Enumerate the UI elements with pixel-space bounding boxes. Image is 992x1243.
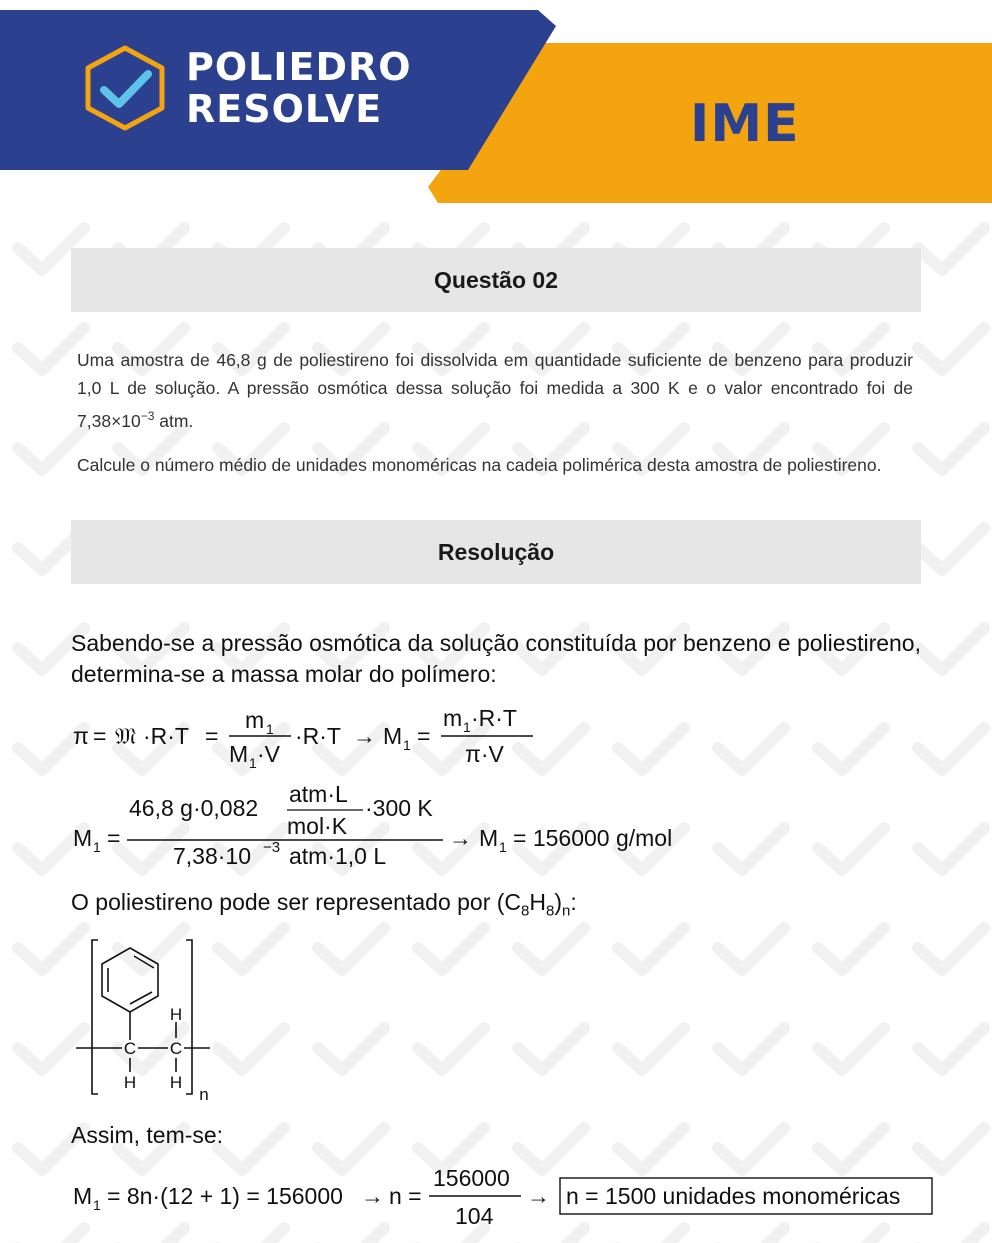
- f3-m1: M: [73, 1183, 93, 1209]
- f1-frac2-num-sub: 1: [463, 719, 471, 735]
- statement-p1-text: Uma amostra de 46,8 g de poliestireno foi dissolvida em quantidade suficiente de benzeno para produzir 1,0 L de solução. A pressão osmótica dessa solução foi medida a 300 K e o valor encontrado foi de 7,38: [77, 350, 913, 431]
- f2-result-m1-sub: 1: [499, 839, 507, 855]
- f2-unit-den: mol·K: [287, 813, 348, 839]
- f1-m1-sub: 1: [403, 737, 411, 753]
- statement-p1-times: ×10: [111, 410, 141, 431]
- atom-c-left: C: [123, 1039, 137, 1058]
- f1-frac1-den-v: ·V: [257, 741, 280, 767]
- f3-frac-den: 104: [455, 1203, 494, 1229]
- resolution-title: Resolução: [437, 538, 555, 565]
- poly-h: H: [529, 889, 546, 915]
- f1-pi: π: [73, 723, 89, 749]
- bracket-left: [92, 940, 98, 1094]
- f1-frac1-den: M: [229, 741, 249, 767]
- f2-num-values: 46,8 g·0,082: [129, 795, 259, 821]
- f1-molarity: 𝔐: [115, 723, 137, 749]
- brand-title: [186, 46, 412, 130]
- f2-result-m1: M: [479, 825, 499, 851]
- formula-monomer-count: [71, 1160, 941, 1234]
- exam-name: IME: [690, 94, 800, 154]
- resolution-title-bar: [71, 520, 921, 584]
- statement-paragraph-2: Calcule o número médio de unidades monoméricas na cadeia polimérica desta amostra de poliestireno.: [77, 454, 882, 475]
- atom-h-bottom-left: H: [123, 1073, 137, 1092]
- resolution-intro: Sabendo-se a pressão osmótica da solução constituída por benzeno e poliestireno, determina-se a massa molar do polímero:: [71, 630, 921, 687]
- f1-arrow: →: [353, 723, 376, 749]
- f3-arrow2: →: [527, 1183, 550, 1209]
- f1-m1: M: [383, 723, 403, 749]
- f3-frac-num: 156000: [433, 1165, 510, 1191]
- f2-den-exp: −3: [263, 839, 281, 856]
- poly-colon: :: [570, 889, 577, 915]
- question-statement: [77, 346, 913, 495]
- f1-frac2-num-rt: ·R·T: [471, 705, 517, 731]
- f3-n-eq: n =: [389, 1183, 422, 1209]
- final-answer: n = 1500 unidades monoméricas: [566, 1183, 901, 1209]
- f2-num-temp: ·300 K: [365, 795, 433, 821]
- statement-p1-exp: −3: [140, 409, 155, 423]
- f1-frac2-den: π·V: [465, 741, 504, 767]
- formula-molar-mass: [71, 778, 731, 878]
- f1-rt: ·R·T: [143, 723, 189, 749]
- f2-m1-sub: 1: [93, 839, 101, 855]
- question-title-bar: [71, 248, 921, 312]
- bracket-right: [186, 940, 192, 1094]
- statement-p1-end: atm.: [154, 410, 194, 431]
- poly-c-sub: 8: [521, 902, 530, 920]
- brand-line2: RESOLVE: [186, 87, 383, 131]
- f1-eq2: =: [205, 723, 219, 749]
- polystyrene-structure: [70, 934, 230, 1106]
- statement-paragraph-1: [77, 346, 913, 435]
- atom-c-right: C: [169, 1039, 183, 1058]
- f1-eq1: =: [93, 723, 107, 749]
- f3-arrow1: →: [361, 1183, 384, 1209]
- f1-tail-rt: ·R·T: [295, 723, 341, 749]
- f1-frac1-num-sub: 1: [266, 721, 274, 737]
- f3-equation: = 8n·(12 + 1) = 156000: [107, 1183, 343, 1209]
- polystyrene-formula-text: [71, 889, 577, 920]
- f2-m1: M: [73, 825, 93, 851]
- f2-unit-num: atm·L: [289, 781, 348, 807]
- f1-frac2-num: m: [443, 705, 463, 731]
- f2-eq: =: [107, 825, 121, 851]
- atom-h-bottom-right: H: [169, 1073, 183, 1092]
- f2-den-unit: atm·1,0 L: [289, 843, 387, 869]
- f1-eq3: =: [417, 723, 431, 749]
- check-hexagon-icon: [82, 44, 168, 132]
- atom-h-top: H: [169, 1005, 183, 1024]
- f2-arrow: →: [449, 825, 472, 851]
- brand-line1: POLIEDRO: [186, 45, 412, 89]
- f3-m1-sub: 1: [93, 1197, 101, 1213]
- f1-frac1-num: m: [245, 707, 265, 733]
- poly-text: O poliestireno pode ser representado por (C: [71, 889, 522, 915]
- poly-h-sub: 8: [546, 902, 555, 920]
- f1-frac1-den-sub: 1: [249, 755, 257, 771]
- repeat-n: n: [199, 1085, 209, 1104]
- f2-den-values: 7,38·10: [173, 843, 252, 869]
- f2-result: = 156000 g/mol: [513, 825, 673, 851]
- formula-osmotic-pressure: [71, 700, 631, 772]
- benzene-ring: [102, 948, 158, 1012]
- question-title: Questão 02: [434, 266, 558, 293]
- poly-close: ): [554, 889, 563, 915]
- conclusion-intro: Assim, tem-se:: [71, 1122, 224, 1148]
- poly-n-sub: n: [562, 902, 571, 920]
